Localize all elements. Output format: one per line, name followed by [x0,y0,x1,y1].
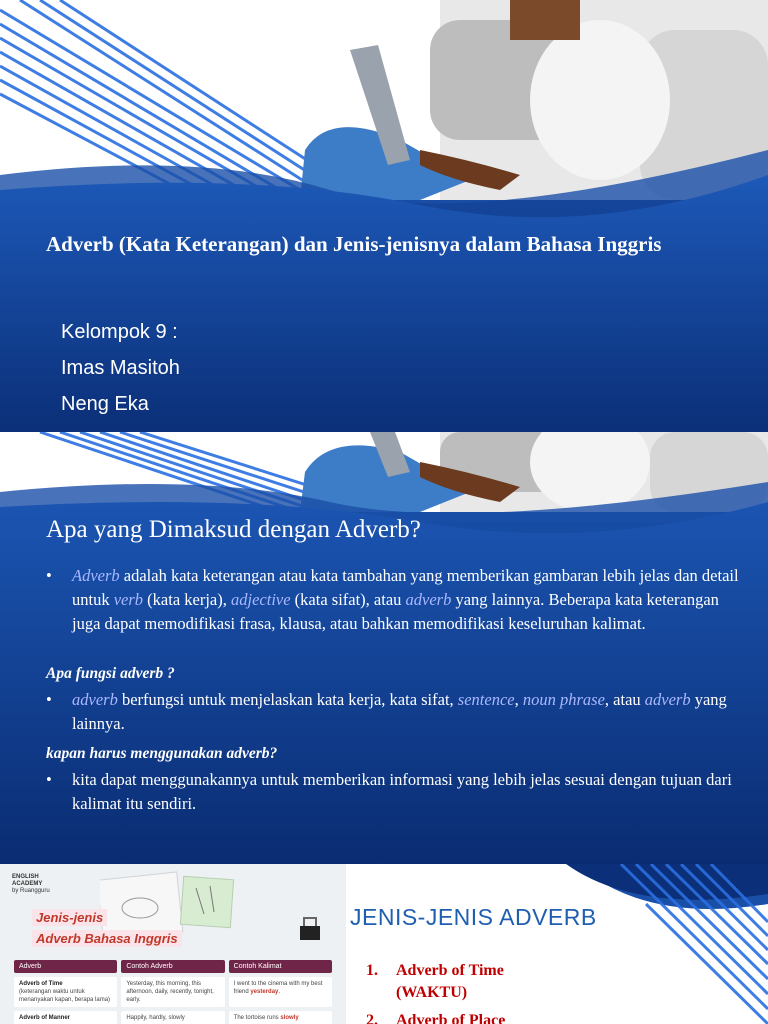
table-cell [14,1011,117,1024]
brand-line: ACADEMY [12,881,43,887]
infographic-tag: Adverb Bahasa Inggris [32,930,182,947]
infographic-tag: Jenis-jenis [32,909,107,926]
slide-title: Apa yang Dimaksud dengan Adverb? [46,516,421,543]
list-item [366,1010,505,1024]
term: noun phrase [522,690,605,709]
answer-function [46,688,746,736]
bullet: • [46,690,52,709]
text: , [514,690,523,709]
answer-when [46,768,746,816]
text: kita dapat menggunakannya untuk memberikan informasi yang lebih jelas sesuai dengan tujuan dari kalimat itu sendiri. [72,770,732,813]
binder-clip-icon [298,916,322,942]
definition-paragraph [46,564,746,636]
column-header: Contoh Kalimat [229,960,332,973]
term: verb [113,590,144,609]
infographic-panel [0,864,346,1024]
slide-title: Adverb (Kata Keterangan) dan Jenis-jenisnya dalam Bahasa Inggris [46,232,662,256]
column-header: Adverb [14,960,117,973]
list-item [366,960,505,982]
adverb-types-list [366,960,505,1024]
types-slide [0,864,768,1024]
highlight: yesterday [250,989,279,995]
cell-text: The tortoise runs [233,1015,281,1021]
table-row [14,1011,332,1024]
list-number: 1. [366,962,378,979]
text: berfungsi untuk menjelaskan kata kerja, kata sifat, [117,690,458,709]
term: Adverb [72,566,120,585]
table-cell: Happily, hardly, slowly [121,1011,224,1024]
list-text: Adverb of Place [396,1012,506,1024]
bullet: • [46,566,52,585]
term: adverb [644,690,691,709]
text: , atau [604,690,645,709]
list-item-cont: (WAKTU) [396,984,468,1001]
list-number: 2. [366,1012,378,1024]
term: adverb [405,590,452,609]
text: yang lainnya. Beberapa kata keterangan juga dapat memodifikasi frasa, klausa, atau bahkan memodifikasi keseluruhan kalimat. [72,590,719,633]
term: adjective [231,590,291,609]
table-cell [229,977,332,1007]
table-header [14,960,332,973]
cell-title: Adverb of Manner [19,1015,71,1021]
member-name: Imas Masitoh [61,357,180,379]
question-when: kapan harus menggunakan adverb? [46,745,278,762]
cell-text: . [278,989,281,995]
text: adalah kata keterangan atau kata tambahan yang memberikan gambaran lebih jelas dan detail untuk [72,566,739,609]
term: sentence [457,690,515,709]
cell-text: (keterangan waktu untuk menanyakan kapan, berapa lama) [19,989,111,1003]
slide-body [46,564,746,816]
brand-logo [12,874,50,895]
text: (kata kerja), [143,590,231,609]
text: (kata sifat), atau [290,590,406,609]
adverb-table [14,960,332,1024]
group-members [61,314,180,422]
table-cell [229,1011,332,1024]
list-text: Adverb of Time [396,962,504,979]
slide-title: JENIS-JENIS ADVERB [350,904,597,930]
term: adverb [72,690,118,709]
cell-title: Adverb of Time [19,981,63,987]
highlight: slowly [280,1015,299,1021]
title-slide [0,0,768,432]
cell-text: I went to the cinema with my best friend [233,981,323,995]
text: yang lainnya. [72,690,727,733]
table-cell: Yesterday, this morning, this afternoon, daily, recently, tonight, early. [121,977,224,1007]
brand-line: ENGLISH [12,874,39,880]
group-label: Kelompok 9 : [61,321,178,343]
column-header: Contoh Adverb [121,960,224,973]
table-cell [14,977,117,1007]
brand-line: by Ruangguru [12,888,50,894]
member-name: Neng Eka [61,393,149,415]
question-function: Apa fungsi adverb ? [46,665,175,682]
definition-slide [0,432,768,864]
bullet: • [46,770,52,789]
table-row [14,977,332,1007]
